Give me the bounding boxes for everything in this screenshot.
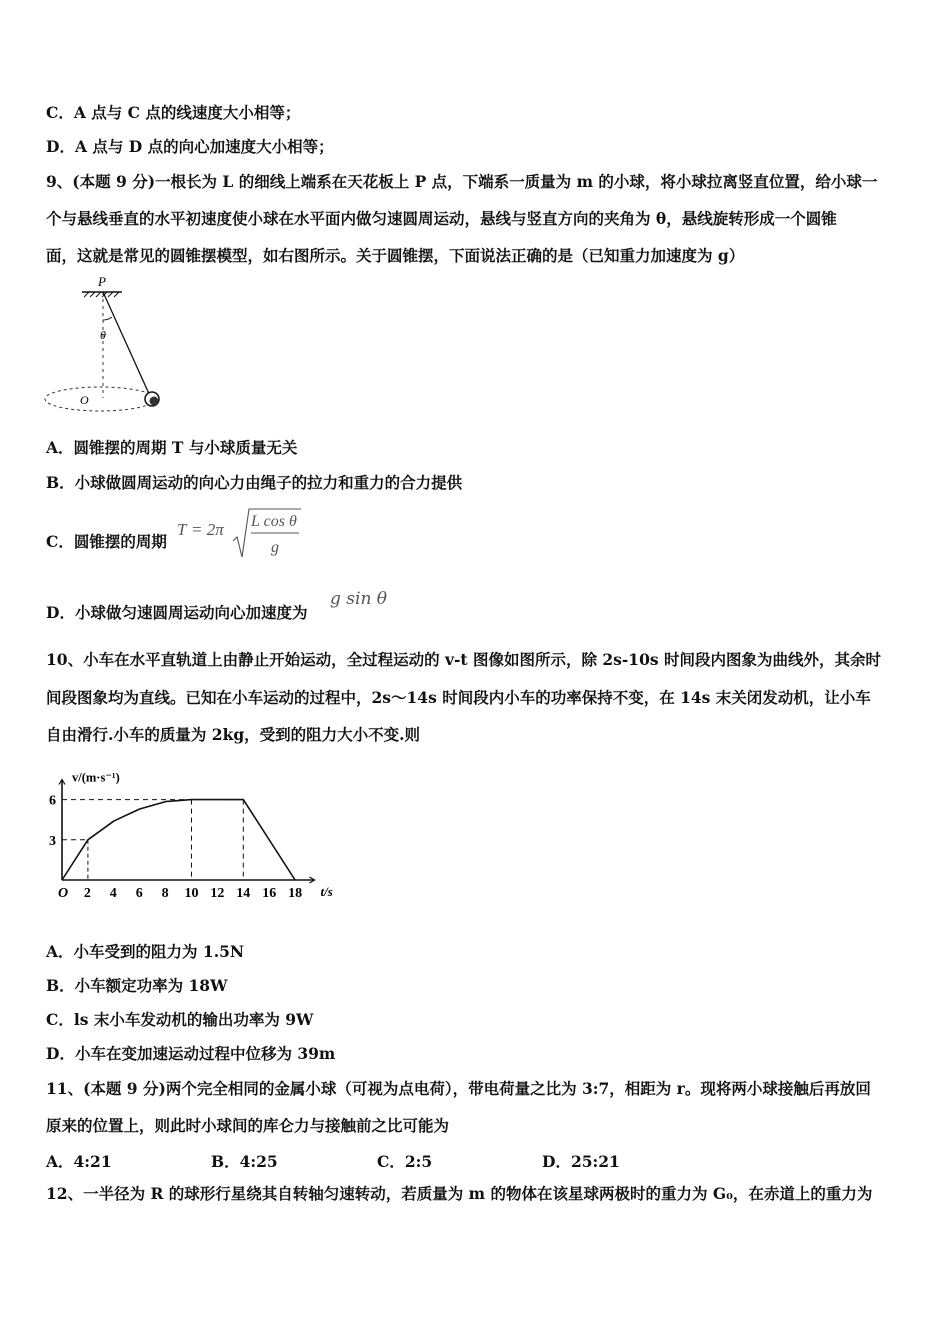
q9-stem-line3: 面，这就是常见的圆锥摆模型，如右图所示。关于圆锥摆，下面说法正确的是（已知重力加速度为 g） <box>46 246 745 265</box>
pendulum-label-theta: θ <box>100 328 106 342</box>
x-tick-label-8: 8 <box>161 886 169 901</box>
q9-option-b: B．小球做圆周运动的向心力由绳子的拉力和重力的合力提供 <box>46 473 463 492</box>
q9-stem-line2: 个与悬线垂直的水平初速度使小球在水平面内做匀速圆周运动，悬线与竖直方向的夹角为 θ，悬线旋转形成一个圆锥 <box>46 209 837 228</box>
circular-path-dashed <box>45 387 155 411</box>
conical-pendulum-figure <box>40 272 170 417</box>
y-tick-label-3: 3 <box>49 833 56 849</box>
q10-option-c: C．ls 末小车发动机的输出功率为 9W <box>46 1010 314 1029</box>
x-axis-label: t/s <box>320 884 333 899</box>
x-tick-label-4: 4 <box>109 886 117 901</box>
x-tick-label-O: O <box>58 886 69 901</box>
q9-stem-line1: 9、(本题 9 分)一根长为 L 的细线上端系在天花板上 P 点，下端系一质量为 m 的小球，将小球拉离竖直位置，给小球一 <box>46 172 878 191</box>
q8-option-d: D．A 点与 D 点的向心加速度大小相等； <box>46 137 334 156</box>
formula-numerator: L cos θ <box>251 513 297 530</box>
q11-option-b: B．4:25 <box>211 1152 278 1171</box>
x-tick-label-12: 12 <box>210 886 225 901</box>
formula-eq-2pi: = 2π <box>191 520 224 539</box>
q10-stem-line1: 10、小车在水平直轨道上由静止开始运动，全过程运动的 v-t 图像如图所示，除 2s-10s 时间段内图象为曲线外，其余时 <box>46 650 881 669</box>
x-tick-label-2: 2 <box>83 886 91 901</box>
x-tick-label-18: 18 <box>288 886 303 901</box>
accel-formula: g sin θ <box>330 589 388 609</box>
pendulum-string <box>103 292 150 396</box>
q9-option-a: A．圆锥摆的周期 T 与小球质量无关 <box>46 438 298 457</box>
q11-option-d: D．25:21 <box>542 1152 620 1171</box>
series-v-line <box>62 800 295 880</box>
x-tick-label-10: 10 <box>184 886 199 901</box>
pendulum-label-o: O <box>80 393 89 407</box>
x-tick-label-6: 6 <box>135 886 143 901</box>
q10-option-b: B．小车额定功率为 18W <box>46 976 228 995</box>
pendulum-label-p: P <box>98 274 106 289</box>
formula-t: T <box>177 520 187 539</box>
formula-denominator: g <box>271 539 279 556</box>
pendulum-ball-shade <box>150 397 159 406</box>
y-tick-label-6: 6 <box>49 793 56 809</box>
q11-option-c: C．2:5 <box>377 1152 433 1171</box>
q10-option-a: A．小车受到的阻力为 1.5N <box>46 942 245 961</box>
period-formula <box>175 503 305 561</box>
q9-option-d: D．小球做匀速圆周运动向心加速度为 <box>46 603 308 622</box>
x-tick-label-14: 14 <box>236 886 251 901</box>
vt-chart <box>40 755 340 905</box>
theta-arc <box>103 317 112 320</box>
q11-option-a: A．4:21 <box>46 1152 112 1171</box>
q8-option-c: C．A 点与 C 点的线速度大小相等； <box>46 103 301 122</box>
q11-stem-line1: 11、(本题 9 分)两个完全相同的金属小球（可视为点电荷），带电荷量之比为 3:7，相距为 r。现将两小球接触后再放回 <box>46 1079 871 1098</box>
x-tick-label-16: 16 <box>262 886 277 901</box>
q10-stem-line3: 自由滑行.小车的质量为 2kg，受到的阻力大小不变.则 <box>46 725 421 744</box>
q12-stem-line1: 12、一半径为 R 的球形行星绕其自转轴匀速转动，若质量为 m 的物体在该星球两极时的重力为 G₀，在赤道上的重力为 <box>46 1184 873 1203</box>
q9-option-c: C．圆锥摆的周期 <box>46 532 167 551</box>
q11-stem-line2: 原来的位置上，则此时小球间的库仑力与接触前之比可能为 <box>46 1116 450 1135</box>
q10-stem-line2: 间段图象均为直线。已知在小车运动的过程中，2s～14s 时间段内小车的功率保持不变，在 14s 末关闭发动机，让小车 <box>46 688 871 707</box>
q10-option-d: D．小车在变加速运动过程中位移为 39m <box>46 1044 336 1063</box>
y-axis-label: v/(m·s⁻¹) <box>72 770 120 785</box>
